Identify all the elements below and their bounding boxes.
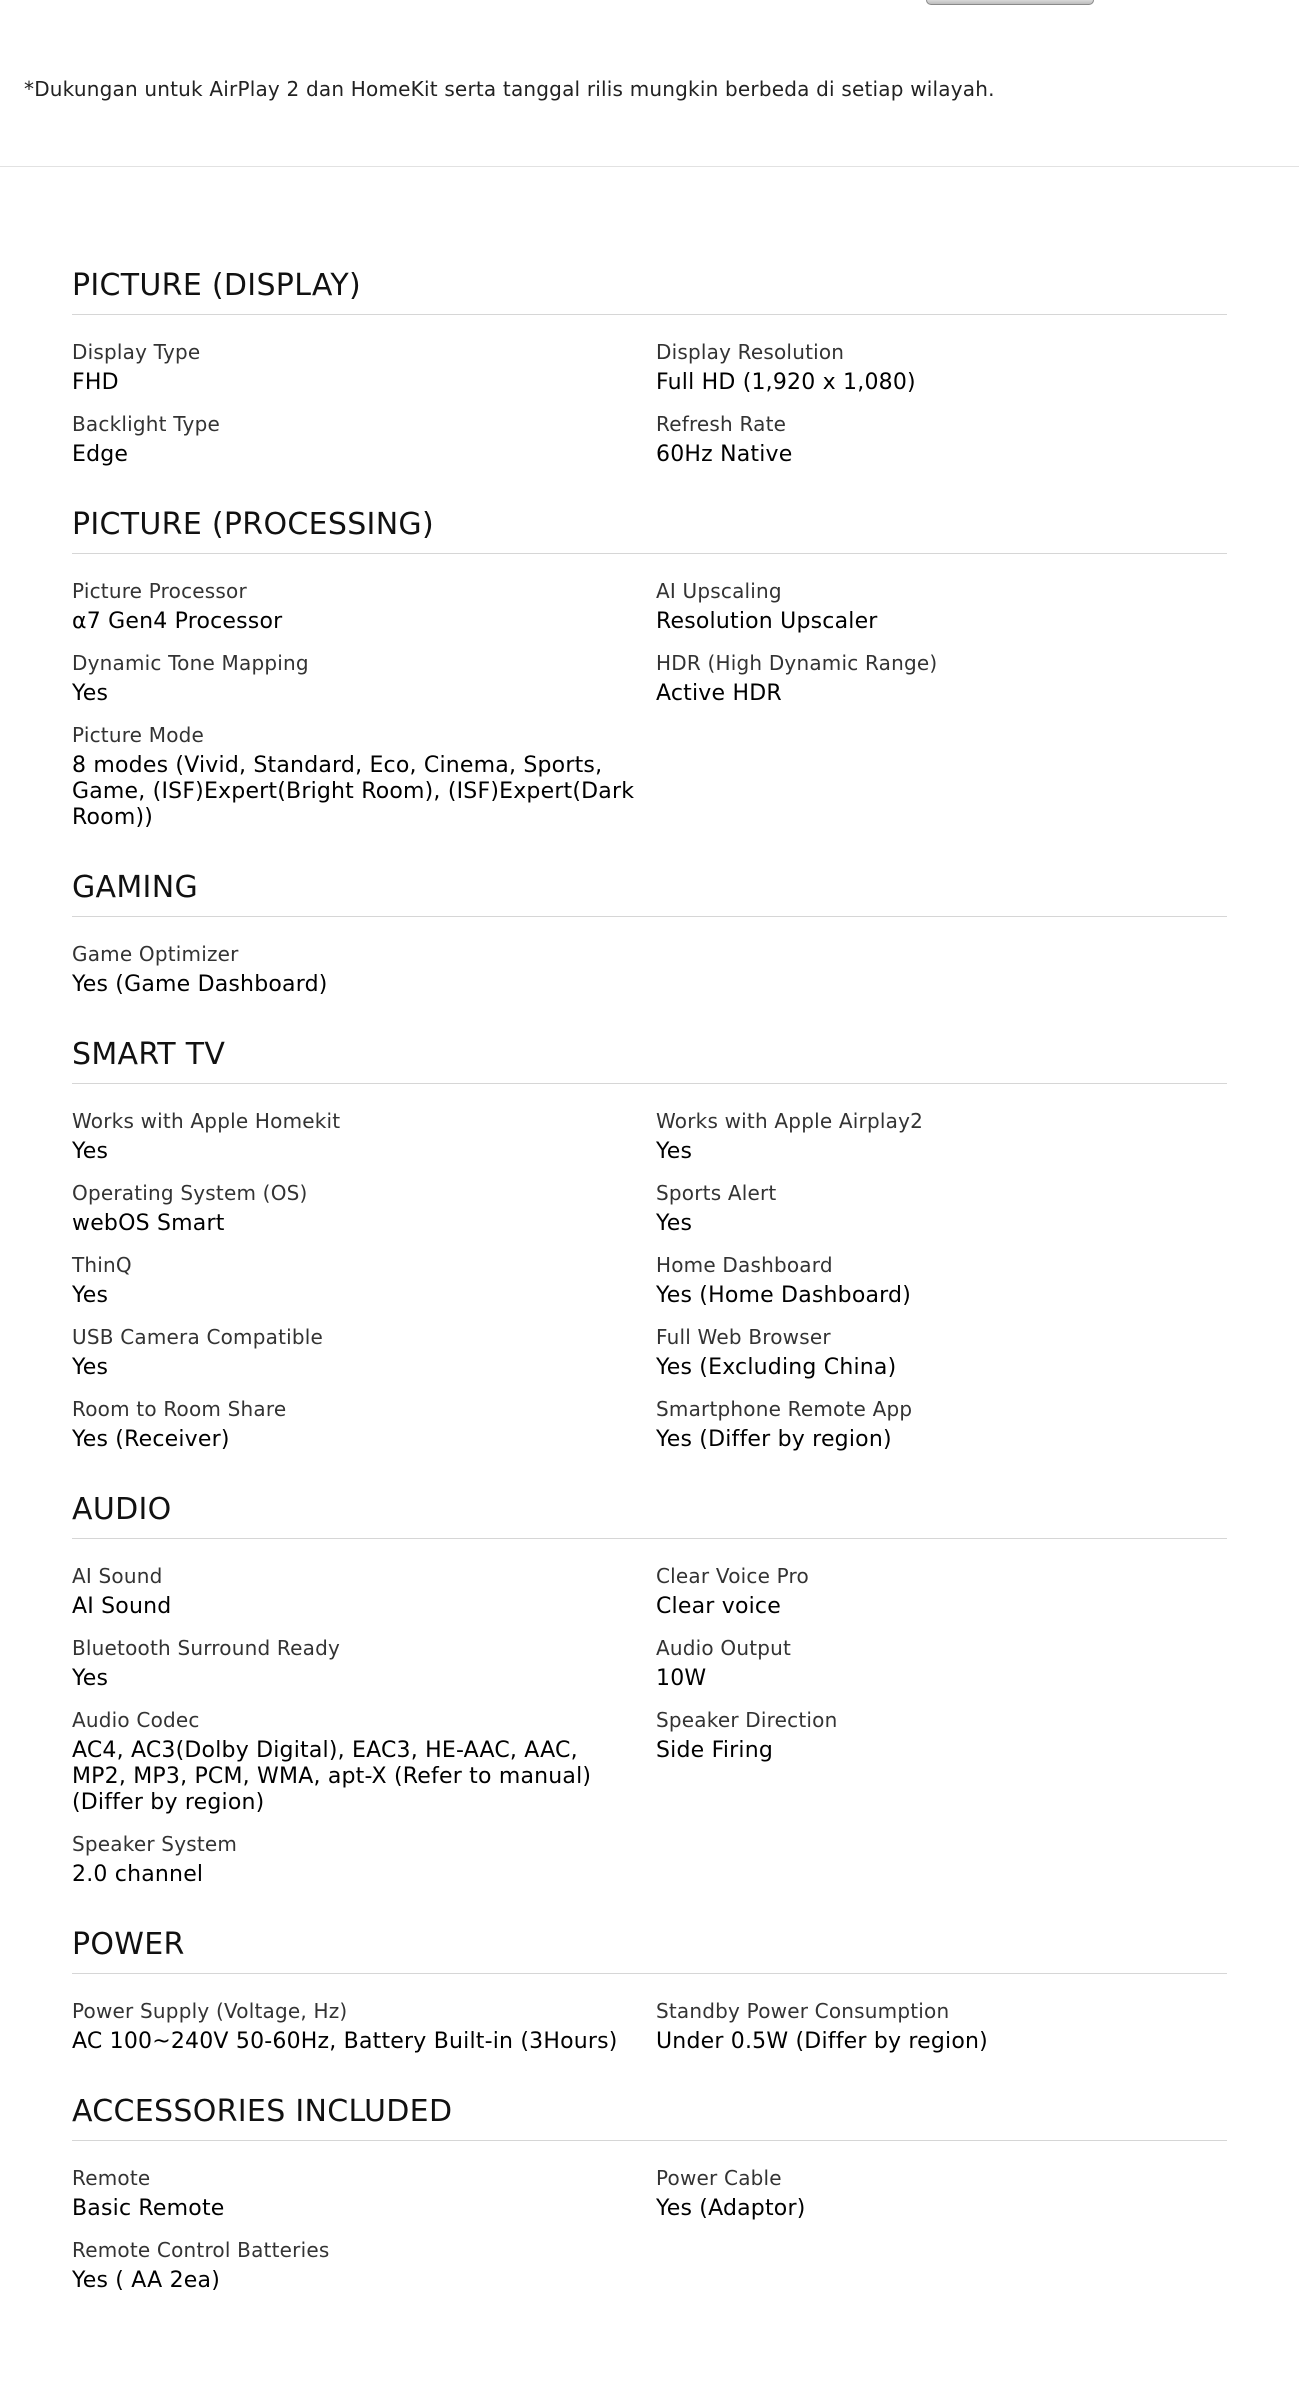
section-title: PICTURE (PROCESSING) <box>72 505 1227 554</box>
spec-value: AC4, AC3(Dolby Digital), EAC3, HE-AAC, AAC, MP2, MP3, PCM, WMA, apt-X (Refer to manual) (Differ by region) <box>72 1738 592 1815</box>
section-title: ACCESSORIES INCLUDED <box>72 2092 1227 2141</box>
spec-value: Yes ( AA 2ea) <box>72 2268 220 2293</box>
spec-item <box>72 1635 656 1692</box>
spec-item <box>656 2165 1227 2222</box>
spec-item <box>72 1180 656 1237</box>
spec-label: Audio Codec <box>72 1708 200 1732</box>
spec-label: Full Web Browser <box>656 1325 831 1349</box>
spec-value: webOS Smart <box>72 1211 225 1236</box>
spec-value: Side Firing <box>656 1738 774 1763</box>
spec-label: Game Optimizer <box>72 942 239 966</box>
spec-label: Power Cable <box>656 2166 782 2190</box>
spec-item <box>72 2237 656 2294</box>
spec-label: Bluetooth Surround Ready <box>72 1636 341 1660</box>
airplay-homekit-disclaimer: *Dukungan untuk AirPlay 2 dan HomeKit serta tanggal rilis mungkin berbeda di setiap wilayah. <box>24 77 995 101</box>
spec-value: Edge <box>72 442 129 467</box>
spec-item <box>656 339 1227 396</box>
spec-item <box>72 1396 656 1453</box>
spec-label: ThinQ <box>72 1253 132 1277</box>
spec-value: Yes <box>656 1211 693 1236</box>
spec-value: FHD <box>72 370 119 395</box>
spec-value: AI Sound <box>72 1594 172 1619</box>
spec-item <box>656 1180 1227 1237</box>
spec-section <box>72 868 1227 1013</box>
spec-label: Works with Apple Homekit <box>72 1109 341 1133</box>
spec-item <box>72 411 656 468</box>
spec-label: Audio Output <box>656 1636 792 1660</box>
spec-value: 2.0 channel <box>72 1862 204 1887</box>
section-title: POWER <box>72 1925 1227 1974</box>
spec-item <box>656 1998 1227 2055</box>
spec-label: Display Type <box>72 340 201 364</box>
spec-label: AI Sound <box>72 1564 163 1588</box>
spec-value: Clear voice <box>656 1594 781 1619</box>
spec-value: AC 100~240V 50-60Hz, Battery Built-in (3Hours) <box>72 2029 618 2054</box>
spec-value: Yes (Game Dashboard) <box>72 972 328 997</box>
spec-item <box>656 1108 1227 1165</box>
spec-value: Active HDR <box>656 681 782 706</box>
spec-value: Basic Remote <box>72 2196 225 2221</box>
spec-label: Speaker System <box>72 1832 238 1856</box>
spec-label: USB Camera Compatible <box>72 1325 324 1349</box>
spec-label: Sports Alert <box>656 1181 777 1205</box>
spec-item <box>72 578 656 635</box>
product-image-fragment <box>926 0 1094 5</box>
spec-value: Yes <box>72 1666 109 1691</box>
spec-value: Yes (Receiver) <box>72 1427 230 1452</box>
spec-item <box>72 2165 656 2222</box>
spec-section <box>72 1925 1227 2070</box>
spec-value: Yes (Home Dashboard) <box>656 1283 911 1308</box>
spec-label: Backlight Type <box>72 412 220 436</box>
spec-section <box>72 1035 1227 1468</box>
spec-value: Yes <box>72 681 109 706</box>
spec-label: Clear Voice Pro <box>656 1564 809 1588</box>
spec-label: Picture Processor <box>72 579 247 603</box>
spec-grid <box>72 554 1227 846</box>
section-title: PICTURE (DISPLAY) <box>72 266 1227 315</box>
spec-label: Display Resolution <box>656 340 845 364</box>
spec-item <box>72 1998 656 2055</box>
spec-value: Yes (Adaptor) <box>656 2196 806 2221</box>
spec-section <box>72 266 1227 483</box>
spec-grid <box>72 315 1227 483</box>
spec-label: Works with Apple Airplay2 <box>656 1109 924 1133</box>
spec-label: Standby Power Consumption <box>656 1999 950 2023</box>
spec-item <box>656 1324 1227 1381</box>
spec-label: Dynamic Tone Mapping <box>72 651 309 675</box>
spec-item <box>656 1396 1227 1453</box>
spec-label: Operating System (OS) <box>72 1181 308 1205</box>
spec-label: Speaker Direction <box>656 1708 838 1732</box>
spec-value: Yes <box>72 1283 109 1308</box>
spec-value: Yes (Differ by region) <box>656 1427 892 1452</box>
spec-sheet <box>72 266 1227 2331</box>
spec-item <box>72 339 656 396</box>
spec-item <box>656 1707 1227 1816</box>
spec-grid <box>72 2141 1227 2309</box>
spec-label: Home Dashboard <box>656 1253 833 1277</box>
spec-value: Resolution Upscaler <box>656 609 878 634</box>
spec-item <box>72 722 656 831</box>
spec-label: Picture Mode <box>72 723 205 747</box>
spec-value: Yes <box>656 1139 693 1164</box>
spec-item <box>72 1324 656 1381</box>
spec-item <box>72 1831 656 1888</box>
spec-item <box>656 1563 1227 1620</box>
spec-value: 8 modes (Vivid, Standard, Eco, Cinema, Sports, Game, (ISF)Expert(Bright Room), (ISF)Expert(Dark Room)) <box>72 753 635 830</box>
spec-value: 10W <box>656 1666 707 1691</box>
spec-item <box>72 1252 656 1309</box>
spec-item <box>72 1108 656 1165</box>
spec-grid <box>72 1084 1227 1468</box>
spec-grid <box>72 917 1227 1013</box>
spec-value: Yes <box>72 1355 109 1380</box>
spec-label: Refresh Rate <box>656 412 787 436</box>
spec-section <box>72 2092 1227 2309</box>
spec-label: AI Upscaling <box>656 579 782 603</box>
spec-item <box>656 1635 1227 1692</box>
spec-item <box>656 650 1227 707</box>
spec-item <box>72 1563 656 1620</box>
spec-value: Under 0.5W (Differ by region) <box>656 2029 988 2054</box>
spec-value: Yes <box>72 1139 109 1164</box>
spec-value: 60Hz Native <box>656 442 793 467</box>
section-title: GAMING <box>72 868 1227 917</box>
page-divider <box>0 166 1299 167</box>
spec-item <box>72 650 656 707</box>
spec-item <box>656 1252 1227 1309</box>
spec-item <box>656 578 1227 635</box>
spec-value: Yes (Excluding China) <box>656 1355 897 1380</box>
spec-value: α7 Gen4 Processor <box>72 609 283 634</box>
spec-item <box>72 1707 656 1816</box>
spec-label: Smartphone Remote App <box>656 1397 913 1421</box>
spec-value: Full HD (1,920 x 1,080) <box>656 370 916 395</box>
spec-label: Power Supply (Voltage, Hz) <box>72 1999 348 2023</box>
spec-section <box>72 1490 1227 1903</box>
spec-label: Room to Room Share <box>72 1397 287 1421</box>
spec-label: Remote Control Batteries <box>72 2238 330 2262</box>
spec-item <box>656 411 1227 468</box>
spec-label: HDR (High Dynamic Range) <box>656 651 938 675</box>
spec-item <box>72 941 656 998</box>
spec-label: Remote <box>72 2166 151 2190</box>
spec-grid <box>72 1974 1227 2070</box>
spec-grid <box>72 1539 1227 1903</box>
section-title: SMART TV <box>72 1035 1227 1084</box>
section-title: AUDIO <box>72 1490 1227 1539</box>
spec-section <box>72 505 1227 846</box>
